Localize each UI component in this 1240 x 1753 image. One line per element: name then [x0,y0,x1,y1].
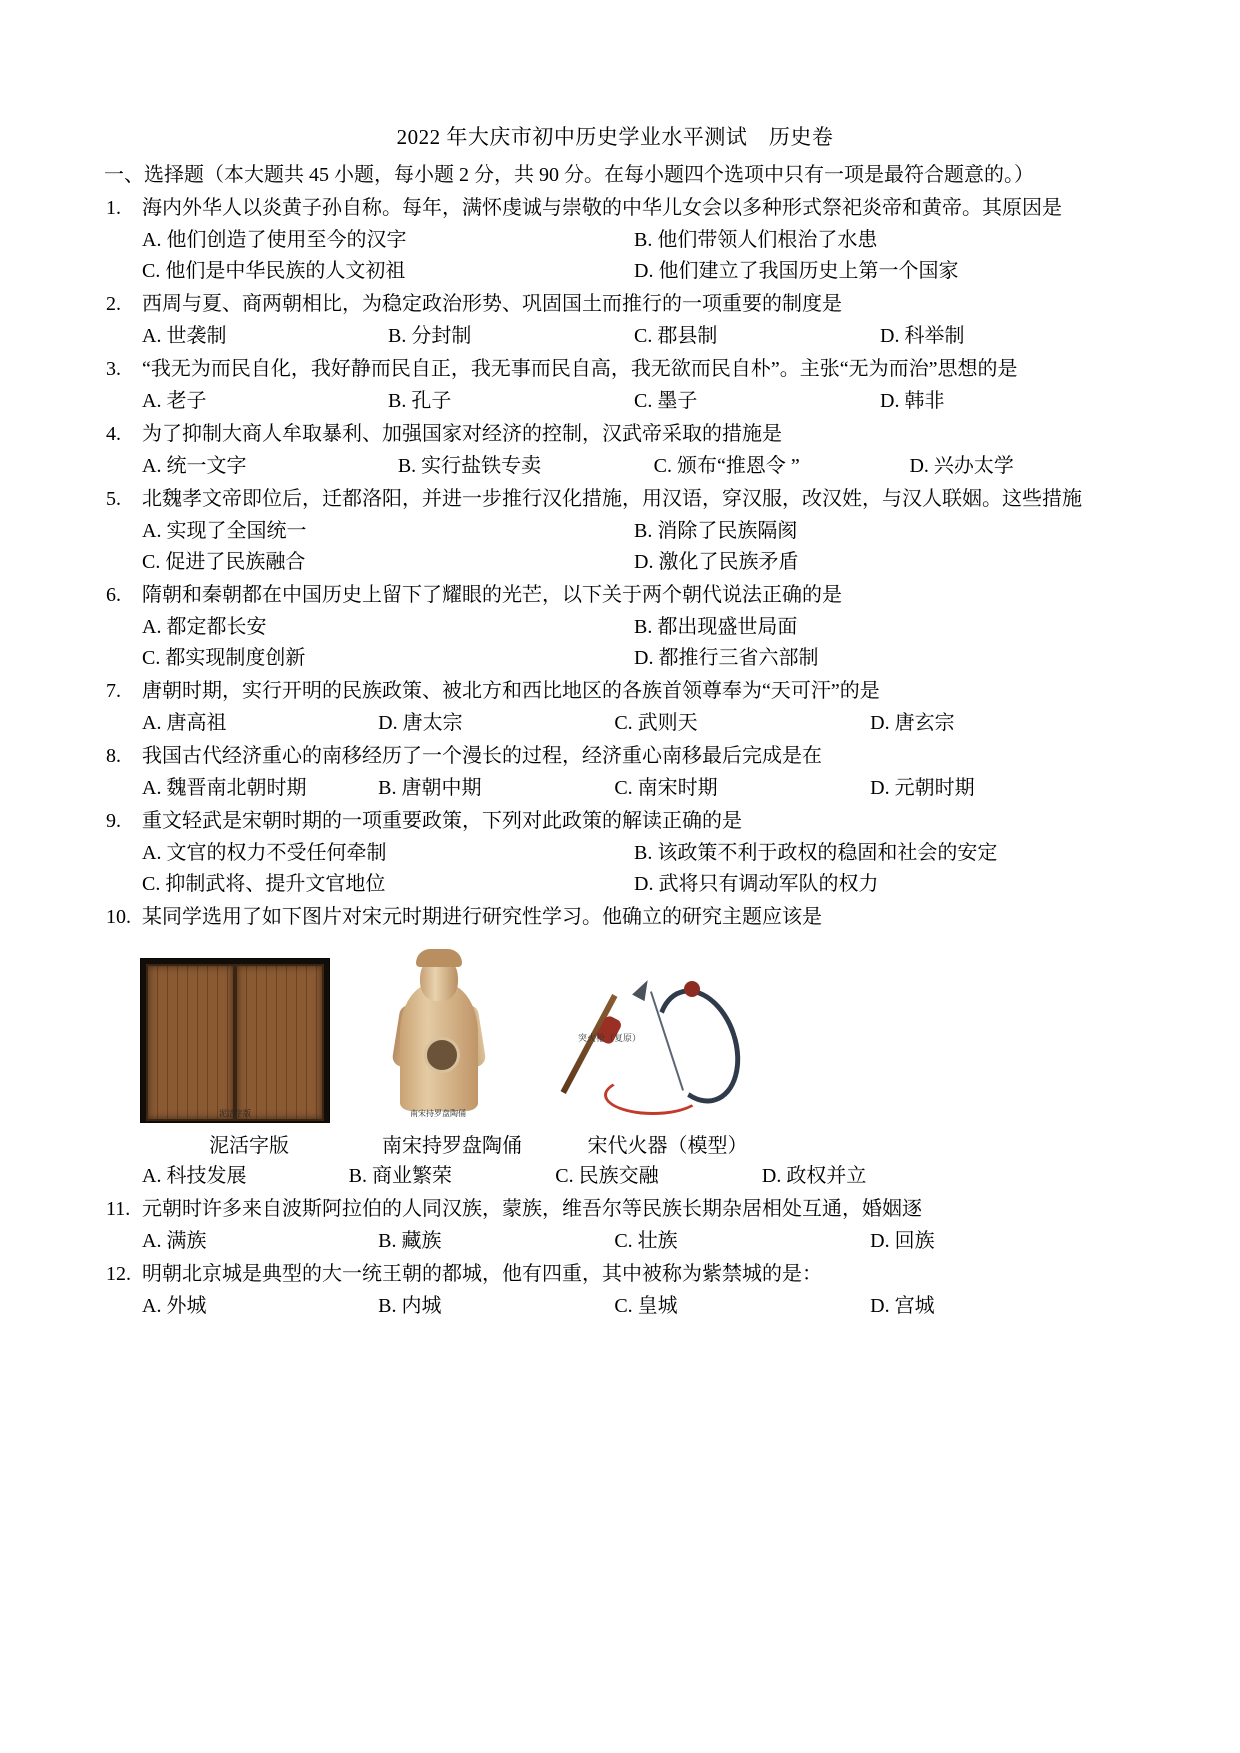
question-stem: 元朝时许多来自波斯阿拉伯的人同汉族，蒙族，维吾尔等民族长期杂居相处互通，婚姻逐 [142,1197,922,1220]
question-stem: 为了抑制大商人牟取暴利、加强国家对经济的控制，汉武帝采取的措施是 [142,422,782,445]
question-item [104,902,1126,933]
question-stem: 北魏孝文帝即位后，迁都洛阳，并进一步推行汉化措施，用汉语，穿汉服，改汉姓，与汉人联姻。这些措施 [142,487,1082,510]
figure-caption: 泥活字版 [209,1134,289,1157]
figure-inner-label: 南宋持罗盘陶俑 [410,1108,466,1118]
option-d[interactable]: D. 宫城 [870,1294,935,1317]
question-body [142,676,1126,739]
option-list [142,386,1126,417]
figure-inner-label: 突火枪（复原） [578,1032,642,1043]
pottery-figurine-image [358,941,518,1123]
question-number: 3. [106,357,121,380]
question-item [104,806,1126,900]
option-b[interactable]: B. 分封制 [388,324,472,347]
option-d[interactable]: D. 唐玄宗 [870,711,955,734]
option-a[interactable]: A. 外城 [142,1294,207,1317]
option-a[interactable]: A. 唐高祖 [142,711,227,734]
question-number: 8. [106,744,121,767]
option-a[interactable]: A. 老子 [142,389,207,412]
question-body [142,419,1126,482]
question-stem: 隋朝和秦朝都在中国历史上留下了耀眼的光芒，以下关于两个朝代说法正确的是 [142,583,842,606]
option-list [142,773,1126,804]
option-list [142,1161,1126,1192]
figure-caption: 南宋持罗盘陶俑 [382,1134,522,1157]
option-b[interactable]: B. 实行盐铁专卖 [397,454,542,477]
option-c[interactable]: C. 促进了民族融合 [142,550,306,573]
option-b[interactable]: D. 唐太宗 [378,711,463,734]
question-item [104,484,1126,578]
option-list [142,451,1126,482]
figure-group [140,941,1126,1123]
question-number: 11. [106,1197,131,1220]
option-list [142,838,1126,900]
question-stem: 海内外华人以炎黄子孙自称。每年，满怀虔诚与崇敬的中华儿女会以多种形式祭祀炎帝和黄帝。其原因是 [142,196,1062,219]
option-c[interactable]: C. 南宋时期 [614,776,718,799]
option-list [142,612,1126,674]
question-body [142,193,1126,287]
question-body [142,580,1126,674]
option-list [142,516,1126,578]
option-d[interactable]: D. 科举制 [880,324,965,347]
question-item [104,193,1126,287]
question-item [104,1160,1126,1192]
option-c[interactable]: C. 武则天 [614,711,698,734]
question-item [104,676,1126,739]
question-body [142,1160,1126,1192]
option-c[interactable]: C. 皇城 [614,1294,678,1317]
option-b[interactable]: B. 藏族 [378,1229,442,1252]
option-a[interactable]: A. 满族 [142,1229,207,1252]
question-stem: 唐朝时期，实行开明的民族政策、被北方和西比地区的各族首领尊奉为“天可汗”的是 [142,679,880,702]
option-list [142,1226,1126,1257]
option-a[interactable]: A. 实现了全国统一 [142,519,307,542]
question-body [142,741,1126,804]
option-a[interactable]: A. 文官的权力不受任何牵制 [142,841,387,864]
option-d[interactable]: D. 兴办太学 [909,454,1014,477]
question-stem: 西周与夏、商两朝相比，为稳定政治形势、巩固国土而推行的一项重要的制度是 [142,292,842,315]
option-b[interactable]: B. 他们带领人们根治了水患 [634,228,878,251]
option-d[interactable]: D. 都推行三省六部制 [634,646,819,669]
question-item [104,580,1126,674]
option-b[interactable]: B. 消除了民族隔阂 [634,519,798,542]
option-a[interactable]: A. 魏晋南北朝时期 [142,776,307,799]
clay-movable-type-image [140,958,330,1123]
question-number: 1. [106,196,121,219]
option-c[interactable]: C. 壮族 [614,1229,678,1252]
option-c[interactable]: C. 抑制武将、提升文官地位 [142,872,386,895]
question-number: 12. [106,1262,131,1285]
question-stem: 重文轻武是宋朝时期的一项重要政策，下列对此政策的解读正确的是 [142,809,742,832]
option-a[interactable]: A. 世袭制 [142,324,227,347]
question-stem: 明朝北京城是典型的大一统王朝的都城，他有四重，其中被称为紫禁城的是： [142,1262,822,1285]
question-number: 7. [106,679,121,702]
option-c[interactable]: C. 他们是中华民族的人文初祖 [142,259,406,282]
option-d[interactable]: D. 他们建立了我国历史上第一个国家 [634,259,959,282]
option-a[interactable]: A. 都定都长安 [142,615,267,638]
page-title: 2022 年大庆市初中历史学业水平测试 历史卷 [396,125,834,149]
question-body [142,902,1126,933]
option-list [142,1291,1126,1322]
question-number: 9. [106,809,121,832]
figure-caption: 宋代火器（模型） [587,1134,748,1157]
song-firearm-image [546,953,761,1123]
question-number: 2. [106,292,121,315]
question-stem: 某同学选用了如下图片对宋元时期进行研究性学习。他确立的研究主题应该是 [142,905,822,928]
section-heading: 一、选择题（本大题共 45 小题，每小题 2 分，共 90 分。在每小题四个选项中只有一项是最符合题意的。） [104,163,1034,186]
option-c[interactable]: C. 颁布“推恩令 ” [653,454,800,477]
option-d[interactable]: D. 政权并立 [761,1164,867,1187]
option-b[interactable]: B. 孔子 [388,389,452,412]
question-item [104,1194,1126,1257]
question-item [104,419,1126,482]
question-item [104,1259,1126,1322]
option-b[interactable]: B. 唐朝中期 [378,776,482,799]
figure-inner-label: 泥活字版 [219,1108,251,1118]
option-c[interactable]: C. 郡县制 [634,324,718,347]
question-stem: 我国古代经济重心的南移经历了一个漫长的过程，经济重心南移最后完成是在 [142,744,822,767]
option-a[interactable]: A. 统一文字 [142,454,247,477]
option-b[interactable]: B. 都出现盛世局面 [634,615,798,638]
question-body [142,289,1126,352]
figure-caption-row [140,1129,1126,1158]
question-body [142,1259,1126,1322]
document-content [104,122,1126,1322]
option-b[interactable]: B. 商业繁荣 [348,1164,452,1187]
question-body [142,806,1126,900]
option-d[interactable]: D. 武将只有调动军队的权力 [634,872,879,895]
option-b[interactable]: B. 内城 [378,1294,442,1317]
question-number: 4. [106,422,121,445]
option-d[interactable]: D. 元朝时期 [870,776,975,799]
question-body [142,1194,1126,1257]
option-d[interactable]: D. 韩非 [880,389,945,412]
option-list [142,708,1126,739]
option-list [142,225,1126,287]
question-item [104,354,1126,417]
option-d[interactable]: D. 激化了民族矛盾 [634,550,799,573]
option-c[interactable]: C. 墨子 [634,389,698,412]
question-number: 5. [106,487,121,510]
option-c[interactable]: C. 民族交融 [555,1164,659,1187]
question-number: 6. [106,583,121,606]
question-item [104,741,1126,804]
question-body [142,354,1126,417]
question-stem: “我无为而民自化，我好静而民自正，我无事而民自高，我无欲而民自朴”。主张“无为而治”思想的是 [142,357,1018,380]
option-c[interactable]: C. 都实现制度创新 [142,646,306,669]
question-body [142,484,1126,578]
option-a[interactable]: A. 他们创造了使用至今的汉字 [142,228,407,251]
question-number: 10. [106,905,131,928]
option-d[interactable]: D. 回族 [870,1229,935,1252]
option-list [142,321,1126,352]
option-b[interactable]: B. 该政策不利于政权的稳固和社会的安定 [634,841,998,864]
question-item [104,289,1126,352]
option-a[interactable]: A. 科技发展 [142,1164,247,1187]
